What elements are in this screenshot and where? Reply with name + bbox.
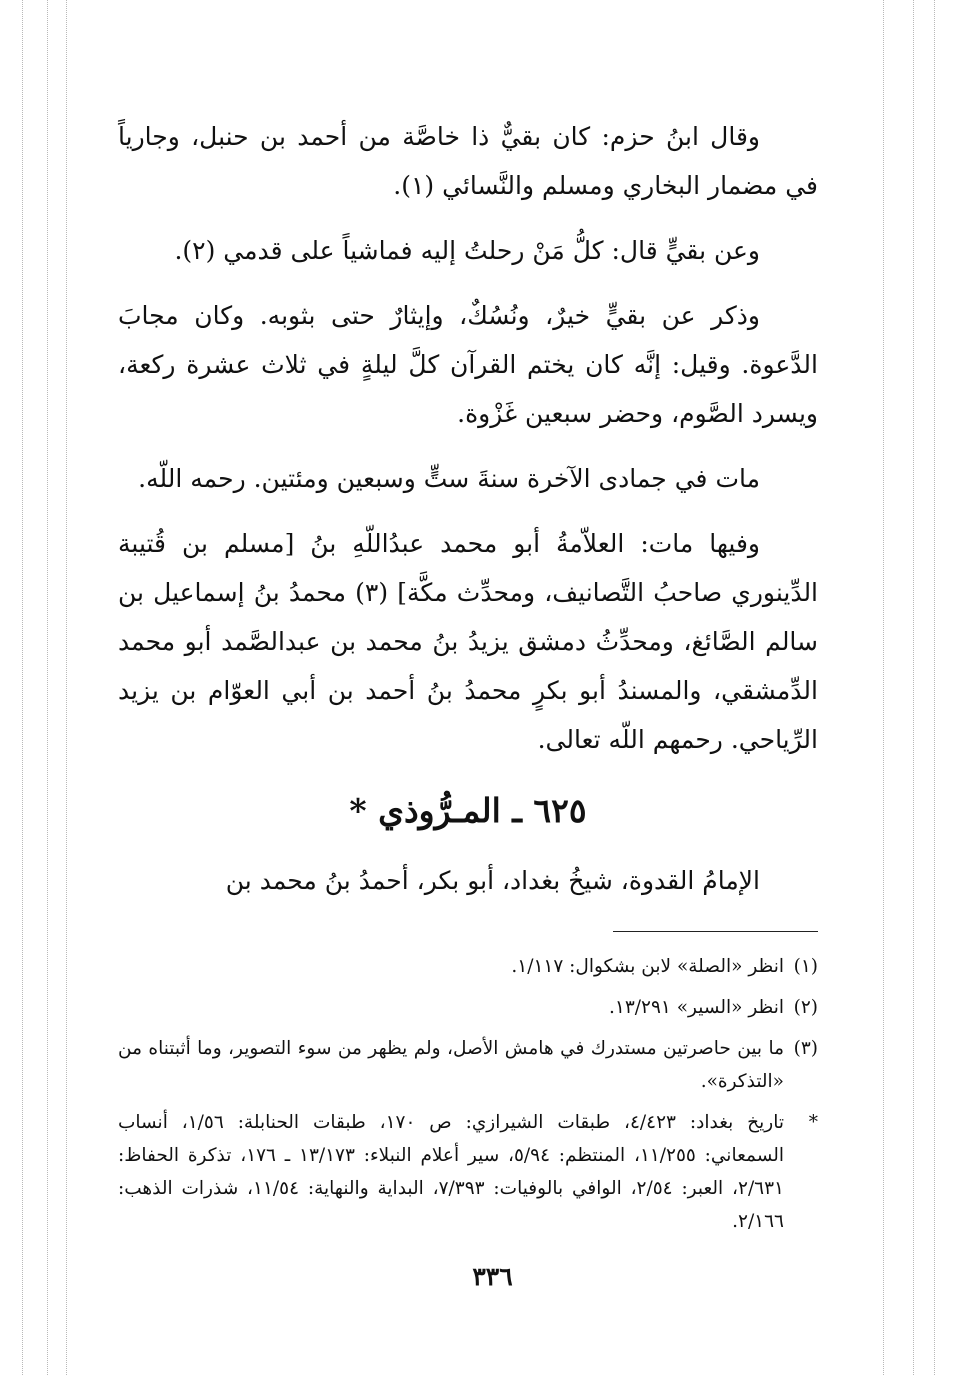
book-page — [118, 112, 818, 1246]
footnote-text: انظر «السير» ١٣/٢٩١. — [609, 997, 784, 1018]
margin-guide-line — [883, 0, 884, 1375]
page-number: ٣٣٦ — [472, 1262, 513, 1291]
heading-paragraph: الإمامُ القدوة، شيخُ بغداد، أبو بكر، أحمدُ بنُ محمد بن — [225, 866, 760, 895]
footnote-text: ما بين حاصرتين مستدرك في هامش الأصل، ولم يظهر من سوء التصوير، وما أثبتناه من «التذكرة». — [118, 1038, 784, 1092]
footnote-text: انظر «الصلة» لابن بشكوال: ١/١١٧. — [511, 956, 784, 977]
footnote — [118, 991, 818, 1024]
body-paragraph: وعن بقيٍّ قال: كلُّ مَنْ رحلتُ إليه فماشياً على قدمي (٢). — [174, 236, 760, 265]
margin-guide-line — [934, 0, 935, 1375]
body-paragraph: وفيها مات: العلاّمةُ أبو محمد عبدُاللّهِ بنُ [مسلم بن قُتيبة الدِّينوري صاحبُ التَّصانيف، ومحدِّث مكَّة] (٣) محمدُ بنُ إسماعيل بن سالم الصَّائغ، ومحدِّثُ دمشق يزيدُ بنُ محمد بن عبدالصَّمد أبو محمد الدِّمشقي، والمسندُ أبو بكرٍ محمدُ بنُ أحمد بن أبي العوّام بن يزيد الرِّياحي. رحمهم اللّه تعالى. — [118, 529, 819, 754]
margin-guide-line — [47, 0, 48, 1375]
footnote — [118, 950, 818, 983]
biography-heading: ٦٢٥ ـ المـرُّوذي * — [349, 791, 587, 830]
margin-guide-line — [22, 0, 23, 1375]
margin-guide-line — [66, 0, 67, 1375]
footnote-marker: (٢) — [793, 997, 818, 1018]
footnote-marker: (٣) — [793, 1038, 818, 1059]
body-paragraph: وذكر عن بقيٍّ خيرٌ، ونُسُكٌ، وإيثارٌ حتى بثوبه. وكان مجابَ الدَّعوة. وقيل: إنَّه كان يختم القرآن كلَّ ليلةٍ في ثلاث عشرة ركعة، ويسرد الصَّوم، وحضر سبعين غَزْوة. — [118, 301, 818, 428]
footnote-separator — [613, 931, 818, 932]
body-paragraph: وقال ابنُ حزم: كان بقيٌّ ذا خاصَّة من أحمد بن حنبل، وجارياً في مضمار البخاري ومسلم والنَّسائي (١). — [118, 122, 818, 200]
footnote-marker: (١) — [793, 956, 818, 977]
footnote-text: تاريخ بغداد: ٤/٤٢٣، طبقات الشيرازي: ص ١٧٠، طبقات الحنابلة: ١/٥٦، أنساب السمعاني: ١١/٢٥٥، المنتظم: ٥/٩٤، سير أعلام النبلاء: ١٣/١٧٣ ـ ١٧٦، تذكرة الحفاظ: ٢/٦٣١، العبر: ٢/٥٤، الوافي بالوفيات: ٧/٣٩٣، البداية والنهاية: ١١/٥٤، شذرات الذهب: ٢/١٦٦. — [118, 1112, 784, 1232]
footnote-marker: * — [808, 1112, 818, 1133]
footnote — [118, 1106, 818, 1238]
footnote — [118, 1032, 818, 1098]
margin-guide-line — [913, 0, 914, 1375]
body-paragraph: مات في جمادى الآخرة سنةَ ستٍّ وسبعين ومئتين. رحمه اللّه. — [138, 464, 760, 493]
